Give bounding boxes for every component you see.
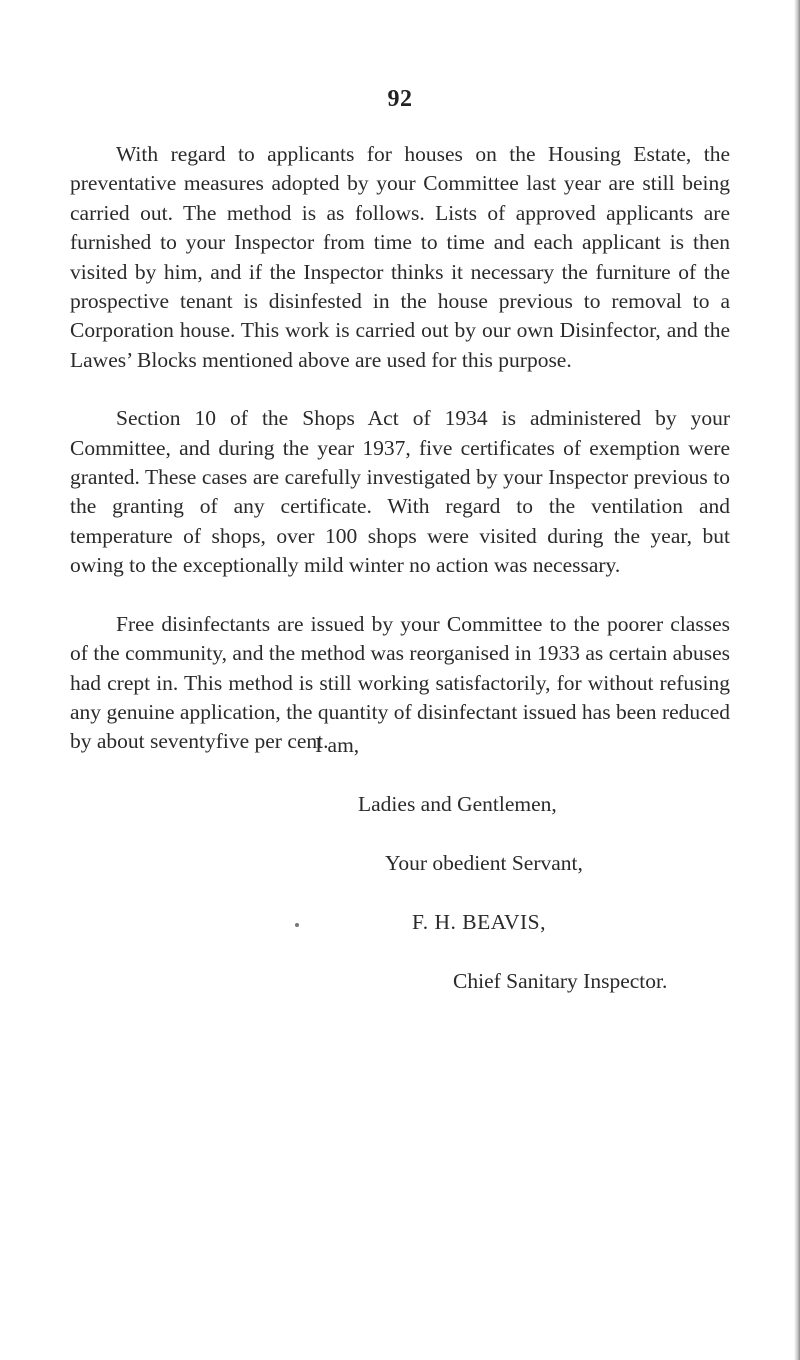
paragraph-housing-estate: With regard to applicants for houses on the Housing Estate, the preventative measures adopted by your Committee last year are still being carried out. The method is as follows. Lists of approved applicants are furnished to your Inspector from time to time and each applicant is then visited by him, and if the Inspector thinks it necessary the furniture of the prospective tenant is disinfested in the house previous to removal to a Corporation house. This work is carried out by our own Disinfector, and the Lawes’ Blocks mentioned above are used for this purpose. xyxy=(70,142,730,372)
ink-speck xyxy=(295,923,299,927)
closing-i-am: I am, xyxy=(315,733,360,757)
signature-title: Chief Sanitary Inspector. xyxy=(453,969,668,993)
signature-name: F. H. BEAVIS, xyxy=(412,910,547,934)
paragraph-shops-act: Section 10 of the Shops Act of 1934 is administered by your Committee, and during the year 1937, five certificates of exemption were granted. These cases are carefully investigated by your Inspector previous to the granting of any certificate. With regard to the ventilation and temperature of shops, over 100 shops were visited during the year, but owing to the exceptionally mild winter no action was necessary. xyxy=(70,406,730,578)
page-edge-shadow xyxy=(794,0,800,1360)
page-number: 92 xyxy=(387,86,413,112)
closing-obedient-servant: Your obedient Servant, xyxy=(385,851,583,875)
letter-body xyxy=(70,140,730,786)
closing-salutation: Ladies and Gentlemen, xyxy=(358,792,557,816)
paragraph-free-disinfectants: Free disinfectants are issued by your Committee to the poorer classes of the community, and the method was reorganised in 1933 as certain abuses had crept in. This method is still working satisfactorily, for without refusing any genuine application, the quantity of disinfectant issued has been reduced by about seventyfive per cent. xyxy=(70,611,730,754)
